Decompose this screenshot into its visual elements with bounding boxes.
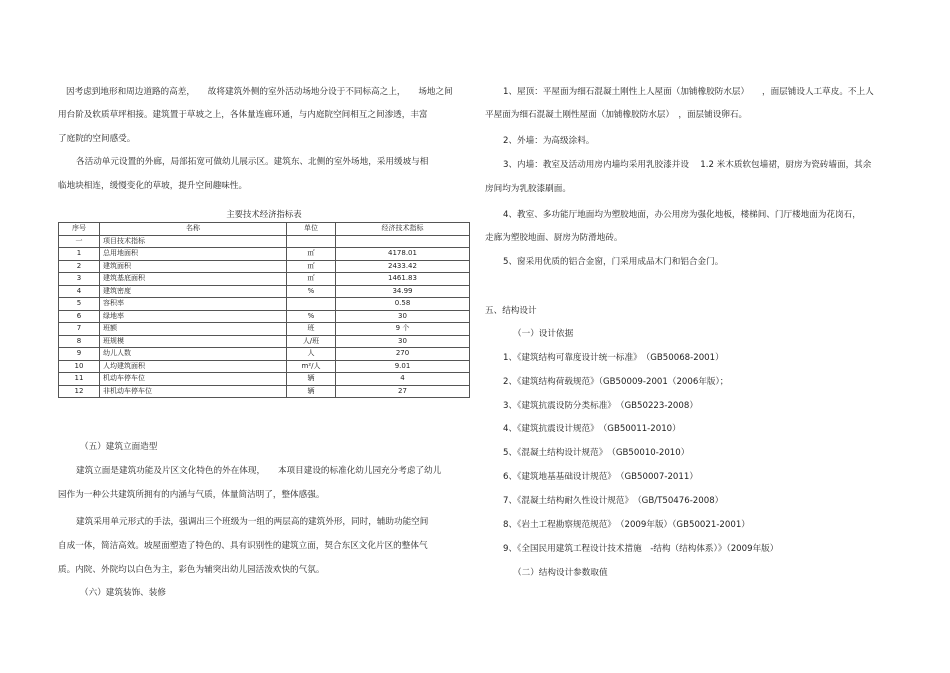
table-cell: 3 [59, 273, 100, 286]
table-row [59, 310, 470, 323]
table-cell: 4178.01 [336, 248, 470, 261]
text-line: 走廊为塑胶地面、厨房为防滑地砖。 [485, 233, 623, 243]
text-line: 平屋面为细石混凝土刚性屋面（加铺橡胶防水层） ，面层铺设卵石。 [485, 110, 748, 120]
table-cell: % [287, 310, 336, 323]
table-cell: 建筑基底面积 [100, 273, 287, 286]
basis-item: 8、《岩土工程勘察规范规范》 （2009年版）（GB50021-2001） [503, 520, 750, 530]
basis-item: 5、《混凝土结构设计规范》 （GB50010-2010） [503, 448, 690, 458]
text-line: 用台阶及软质草坪相接。建筑置于草坡之上，各体量连廊环通，与内庭院空间相互之间渗透，丰富 [58, 110, 428, 120]
table-cell: 建筑密度 [100, 285, 287, 298]
text-line: 各活动单元设置的外廊，局部拓宽可做幼儿展示区。建筑东、北侧的室外场地，采用缓坡与相 [76, 157, 429, 167]
table-cell: 幼儿人数 [100, 348, 287, 361]
text-line: 自成一体，简洁高效。坡屋面塑造了特色的、具有识别性的建筑立面，契合东区文化片区的整体气 [58, 541, 428, 551]
basis-item: 4、《建筑抗震设计规范》 （GB50011-2010） [503, 424, 681, 434]
text-line: 了庭院的空间感受。 [58, 134, 136, 144]
table-row [59, 385, 470, 398]
table-row [59, 323, 470, 336]
table-header: 名称 [100, 223, 287, 236]
table-cell: 30 [336, 335, 470, 348]
text-line: 建筑立面是建筑功能及片区文化特色的外在体现， 本项目建设的标准化幼儿园充分考虑了幼儿 [76, 466, 442, 476]
table-cell: 10 [59, 360, 100, 373]
table-row [59, 285, 470, 298]
table-cell: 辆 [287, 373, 336, 386]
table-header-row [59, 223, 470, 236]
text-line: 临地块相连，缓慢变化的草坡，提升空间趣味性。 [58, 181, 248, 191]
table-cell [287, 298, 336, 311]
table-cell: 容积率 [100, 298, 287, 311]
table-cell: 5 [59, 298, 100, 311]
text-line: 3、内墙：教室及活动用房内墙均采用乳胶漆并设 1.2 米木质软包墙裙，厨房为瓷砖墙面，其余 [503, 160, 872, 170]
table-cell: 27 [336, 385, 470, 398]
section-heading: （一）设计依据 [513, 329, 574, 339]
table-row [59, 273, 470, 286]
table-cell: 非机动车停车位 [100, 385, 287, 398]
section-heading: （五）建筑立面造型 [80, 442, 158, 452]
table-header: 经济技术指标 [336, 223, 470, 236]
table-row [59, 260, 470, 273]
kpi-table [58, 222, 470, 398]
table-cell: ㎡ [287, 273, 336, 286]
table-title: 主要技术经济指标表 [226, 209, 302, 219]
table-cell: 2 [59, 260, 100, 273]
table-row [59, 298, 470, 311]
table-cell: 人/班 [287, 335, 336, 348]
table-cell: 人 [287, 348, 336, 361]
table-cell: ㎡ [287, 260, 336, 273]
table-cell: 班 [287, 323, 336, 336]
section-heading: （二）结构设计参数取值 [513, 568, 608, 578]
text-line: 2、外墙：为高级涂料。 [503, 136, 595, 146]
table-cell: % [287, 285, 336, 298]
section-heading: 五、结构设计 [485, 306, 537, 316]
basis-item: 3、《建筑抗震设防分类标准》 （GB50223-2008） [503, 401, 698, 411]
table-cell: 机动车停车位 [100, 373, 287, 386]
table-row [59, 360, 470, 373]
text-line: 1、屋顶：平屋面为细石混凝土刚性上人屋面（加铺橡胶防水层） ，面层铺设人工草皮。不上人 [503, 87, 874, 97]
table-cell: ㎡ [287, 248, 336, 261]
text-line: 质。内院、外院均以白色为主，彩色为辅突出幼儿园活泼欢快的气氛。 [58, 565, 325, 575]
basis-item: 6、《建筑地基基础设计规范》 （GB50007-2011） [503, 472, 698, 482]
basis-item: 7、《混凝土结构耐久性设计规范》 （GB/T50476-2008） [503, 496, 724, 506]
table-cell: 2433.42 [336, 260, 470, 273]
table-header: 单位 [287, 223, 336, 236]
text-line: 5、窗采用优质的铝合金窗，门采用成品木门和铝合金门。 [503, 257, 724, 267]
table-row [59, 335, 470, 348]
table-cell [336, 235, 470, 248]
basis-item: 9、《全国民用建筑工程设计技术措施 -结构（结构体系）》（2009年版） [503, 544, 779, 554]
table-row [59, 348, 470, 361]
table-cell: 4 [59, 285, 100, 298]
table-cell: 11 [59, 373, 100, 386]
table-row [59, 248, 470, 261]
section-heading: （六）建筑装饰、装修 [80, 588, 166, 598]
table-cell: 建筑面积 [100, 260, 287, 273]
table-cell: 8 [59, 335, 100, 348]
table-cell: 30 [336, 310, 470, 323]
table-cell: 7 [59, 323, 100, 336]
table-cell: 6 [59, 310, 100, 323]
table-cell: 9.01 [336, 360, 470, 373]
table-cell: 辆 [287, 385, 336, 398]
table-row [59, 373, 470, 386]
table-cell: 12 [59, 385, 100, 398]
table-cell: 班规模 [100, 335, 287, 348]
table-cell: m²/人 [287, 360, 336, 373]
table-header: 序号 [59, 223, 100, 236]
table-cell: 9 个 [336, 323, 470, 336]
table-cell: 总用地面积 [100, 248, 287, 261]
table-cell: 人均建筑面积 [100, 360, 287, 373]
text-line: 房间均为乳胶漆刷面。 [485, 184, 571, 194]
table-cell: 1 [59, 248, 100, 261]
table-cell: 项目技术指标 [100, 235, 287, 248]
basis-item: 1、《建筑结构可靠度设计统一标准》 （GB50068-2001） [503, 353, 724, 363]
table-cell: 班额 [100, 323, 287, 336]
table-cell [287, 235, 336, 248]
table-cell: 绿地率 [100, 310, 287, 323]
table-row [59, 235, 470, 248]
text-line: 4、教室、多功能厅地面均为塑胶地面，办公用房为强化地板，楼梯间、门厅楼地面为花岗石， [503, 210, 861, 220]
table-cell: 一 [59, 235, 100, 248]
table-cell: 4 [336, 373, 470, 386]
table-cell: 0.58 [336, 298, 470, 311]
table-cell: 1461.83 [336, 273, 470, 286]
basis-item: 2、《建筑结构荷载规范》（GB50009-2001（2006年版）； [503, 377, 729, 387]
table-cell: 34.99 [336, 285, 470, 298]
text-line: 因考虑到地形和周边道路的高差， 故将建筑外侧的室外活动场地分设于不同标高之上， 场地之间 [66, 87, 453, 97]
table-cell: 9 [59, 348, 100, 361]
text-line: 建筑采用单元形式的手法，强调出三个班级为一组的两层高的建筑外形，同时，辅助功能空间 [76, 517, 429, 527]
text-line: 园作为一种公共建筑所拥有的内涵与气质，体量简洁明了，整体感强。 [58, 490, 325, 500]
table-cell: 270 [336, 348, 470, 361]
